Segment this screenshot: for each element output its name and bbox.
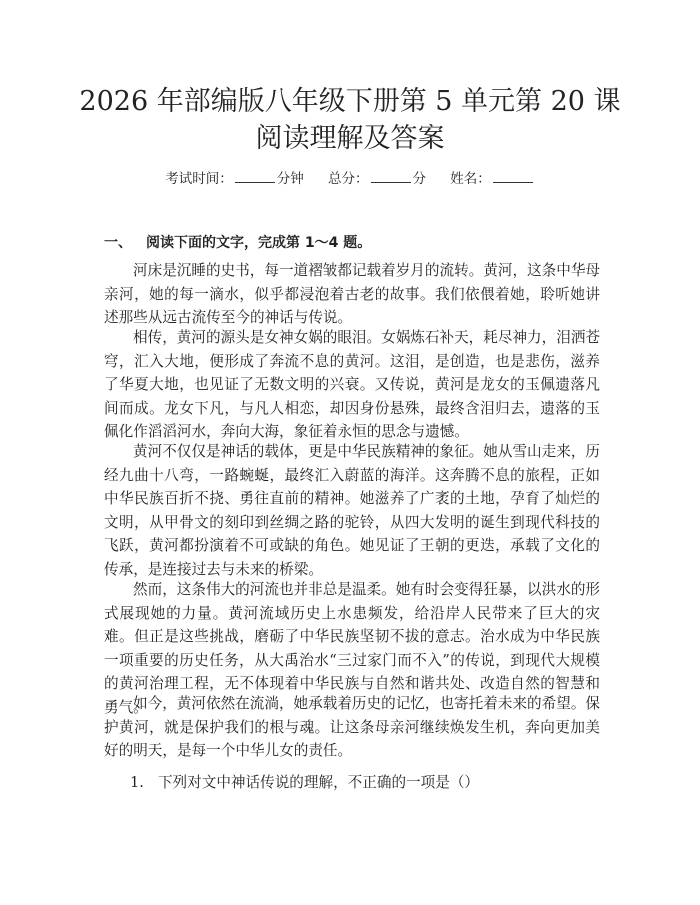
student-name-field xyxy=(450,171,535,187)
passage-paragraph-5: 如今，黄河依然在流淌，她承载着历史的记忆，也寄托着未来的希望。保护黄河，就是保护我们的根与魂。让这条母亲河继续焕发生机，奔向更加美好的明天，是每一个中华儿女的责任。 xyxy=(104,695,601,759)
question-1-number: 1. xyxy=(130,774,144,791)
passage-paragraph-2: 相传，黄河的源头是女神女娲的眼泪。女娲炼石补天，耗尽神力，泪洒苍穹，汇入大地，便形成了奔流不息的黄河。这泪，是创造，也是悲伤，滋养了华夏大地，也见证了无数文明的兴衰。又传说，黄河是龙女的玉佩遗落凡间而成。龙女下凡，与凡人相恋，却因身份悬殊，最终含泪归去，遗落的玉佩化作滔滔河水，奔向大海，象征着永恒的思念与遗憾。 xyxy=(104,329,601,440)
total-score-unit: 分 xyxy=(412,171,426,187)
total-score-field xyxy=(328,171,430,187)
student-name-blank xyxy=(493,170,533,183)
exam-time-blank xyxy=(235,170,275,183)
student-name-label: 姓名： xyxy=(450,171,491,187)
section-instruction: 阅读下面的文字，完成第 1～4 题。 xyxy=(146,235,372,251)
exam-time-unit: 分钟 xyxy=(276,171,304,187)
section-number: 一、 xyxy=(104,235,132,251)
question-1 xyxy=(130,773,479,793)
passage-paragraph-4: 然而，这条伟大的河流也并非总是温柔。她有时会变得狂暴，以洪水的形式展现她的力量。黄河流域历史上水患频发，给沿岸人民带来了巨大的灾难。但正是这些挑战，磨砺了中华民族坚韧不拔的意志。治水成为中华民族一项重要的历史任务，从大禹治水“三过家门而不入”的传说，到现代大规模的黄河治理工程，无不体现着中华民族与自然和谐共处、改造自然的智慧和勇气。 xyxy=(104,581,601,716)
total-score-label: 总分： xyxy=(328,171,369,187)
document-title-line1: 2026 年部编版八年级下册第 5 单元第 20 课 xyxy=(79,86,621,117)
passage-paragraph-1: 河床是沉睡的史书，每一道褶皱都记载着岁月的流转。黄河，这条中华母亲河，她的每一滴水，似乎都浸泡着古老的故事。我们依偎着她，聆听她讲述那些从远古流传至今的神话与传说。 xyxy=(104,262,601,326)
document-title-line2: 阅读理解及答案 xyxy=(255,123,445,154)
exam-time-label: 考试时间： xyxy=(165,171,233,187)
exam-info-row xyxy=(0,170,700,188)
total-score-blank xyxy=(371,170,411,183)
passage-paragraph-3: 黄河不仅仅是神话的载体，更是中华民族精神的象征。她从雪山走来，历经九曲十八弯，一路蜿蜒，最终汇入蔚蓝的海洋。这奔腾不息的旅程，正如中华民族百折不挠、勇往直前的精神。她滋养了广袤的土地，孕育了灿烂的文明，从甲骨文的刻印到丝绸之路的驼铃，从四大发明的诞生到现代科技的飞跃，黄河都扮演着不可或缺的角色。她见证了王朝的更迭，承载了文化的传承，是连接过去与未来的桥梁。 xyxy=(104,443,601,578)
exam-time-field xyxy=(165,171,308,187)
section-heading xyxy=(104,232,371,252)
question-1-text: 下列对文中神话传说的理解，不正确的一项是（） xyxy=(157,774,480,791)
